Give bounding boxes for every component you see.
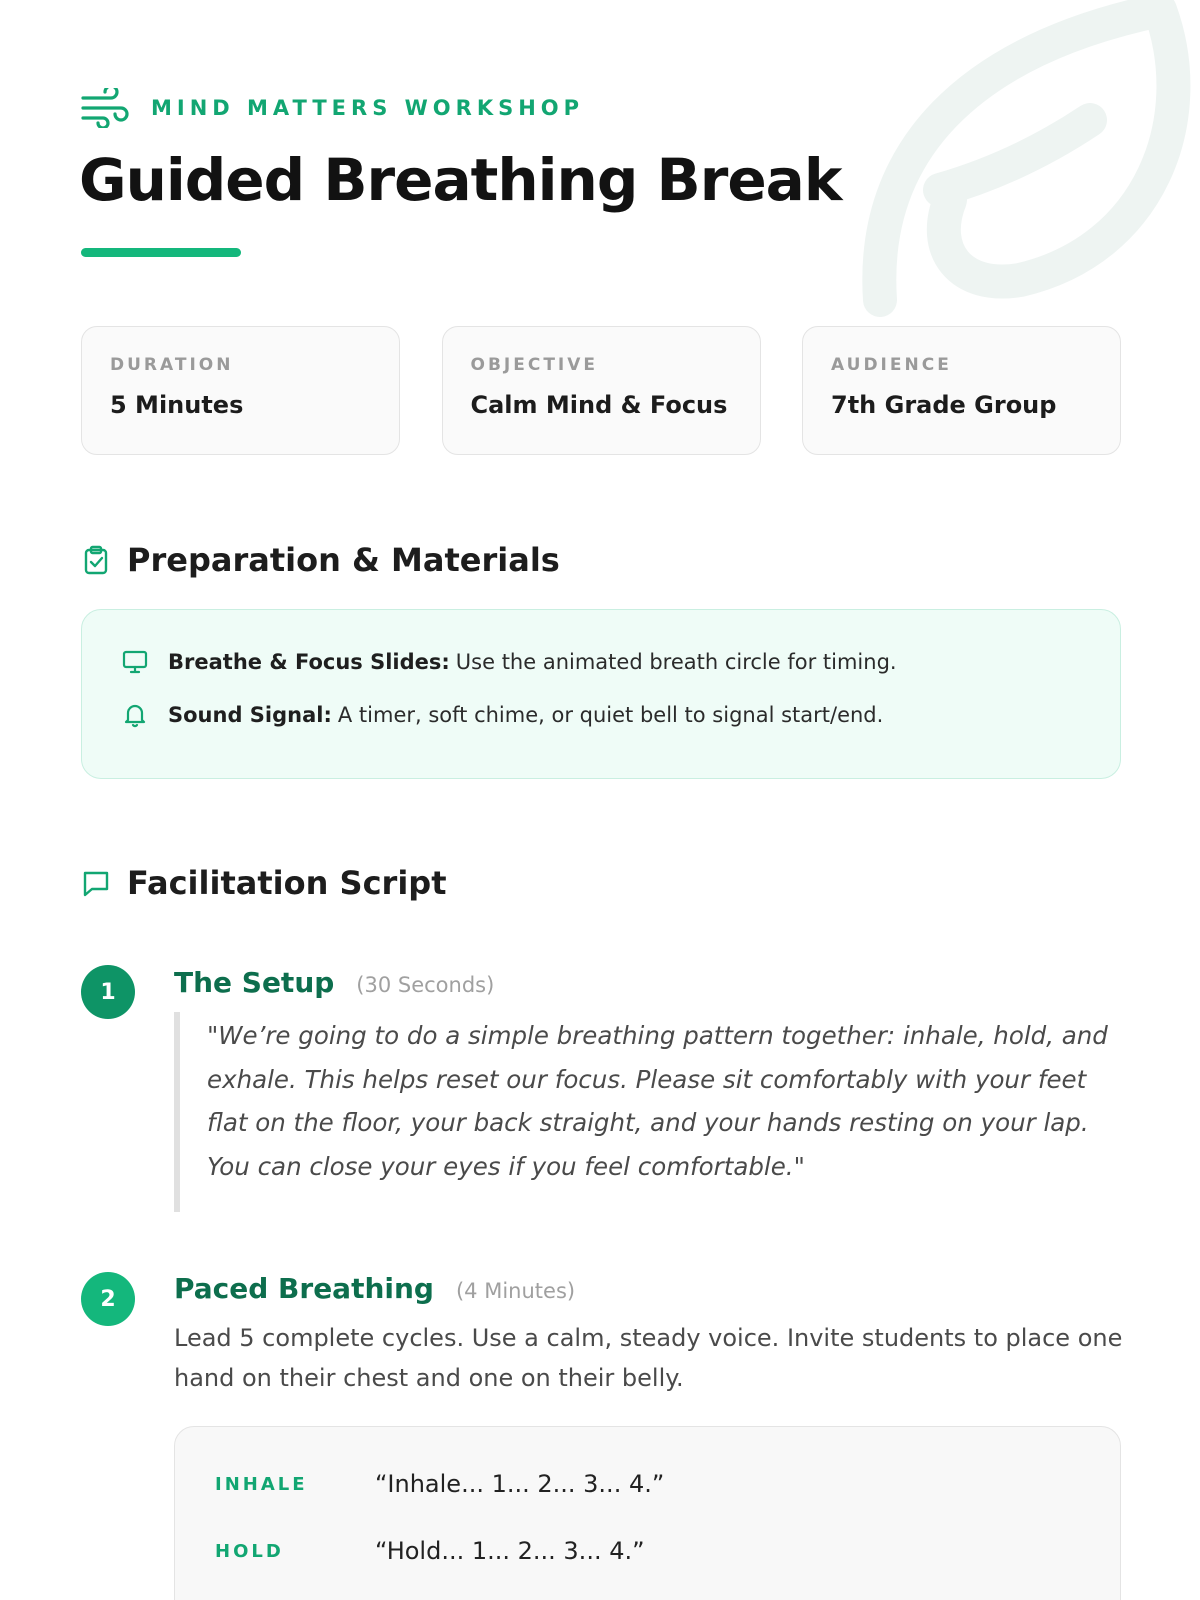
phase-label: INHALE	[215, 1473, 308, 1495]
phase-text: “Hold... 1... 2... 3... 4.”	[375, 1537, 645, 1565]
card-value: Calm Mind & Focus	[470, 391, 728, 419]
page-title: Guided Breathing Break	[79, 146, 842, 214]
step-title: Paced Breathing	[174, 1272, 434, 1305]
setup-quote	[174, 1012, 1124, 1212]
audience-card	[802, 326, 1121, 455]
leaf-watermark-icon	[830, 0, 1200, 330]
material-name: Sound Signal:	[168, 703, 332, 727]
monitor-icon	[122, 649, 148, 675]
info-cards	[81, 326, 1121, 455]
step-duration: (4 Minutes)	[455, 1279, 576, 1303]
section-title: Preparation & Materials	[127, 541, 560, 579]
material-description: A timer, soft chime, or quiet bell to signal start/end.	[337, 703, 884, 727]
phase-label: HOLD	[215, 1540, 284, 1562]
clipboard-check-icon	[81, 545, 111, 575]
card-label: OBJECTIVE	[470, 355, 599, 375]
section-title: Facilitation Script	[127, 864, 447, 902]
phase-row	[215, 1534, 1120, 1568]
chat-bubble-icon	[81, 868, 111, 898]
step-number-badge: 2	[81, 1272, 135, 1326]
breathing-phases-box	[174, 1426, 1121, 1600]
step-duration: (30 Seconds)	[356, 973, 495, 997]
card-value: 5 Minutes	[110, 391, 244, 419]
phase-row	[215, 1467, 1120, 1501]
step-description: Lead 5 complete cycles. Use a calm, steady voice. Invite students to place one hand on their chest and one on their belly.	[174, 1324, 1123, 1392]
workshop-name: MIND MATTERS WORKSHOP	[151, 96, 585, 120]
title-underline	[81, 248, 241, 257]
quote-text: "We’re going to do a simple breathing pattern together: inhale, hold, and exhale. This helps reset our focus. Please sit comfortably with your feet flat on the floor, your back straight, and your hands resting on your lap. You can close your eyes if you feel comfortable."	[207, 1021, 1108, 1181]
material-name: Breathe & Focus Slides:	[168, 650, 450, 674]
bell-icon	[122, 702, 148, 728]
step-heading	[174, 1272, 575, 1305]
script-heading	[81, 864, 446, 902]
material-item	[122, 703, 1120, 727]
objective-card	[442, 326, 761, 455]
wind-icon	[81, 88, 133, 128]
phase-text: “Inhale... 1... 2... 3... 4.”	[375, 1470, 665, 1498]
materials-box	[81, 609, 1121, 779]
material-description: Use the animated breath circle for timing.	[455, 650, 897, 674]
card-value: 7th Grade Group	[831, 391, 1057, 419]
step-title: The Setup	[174, 966, 335, 999]
duration-card	[81, 326, 400, 455]
card-label: DURATION	[110, 355, 234, 375]
brand-header	[81, 88, 584, 128]
material-item	[122, 650, 1120, 674]
step-heading	[174, 966, 494, 999]
preparation-heading	[81, 541, 560, 579]
step-number-badge: 1	[81, 965, 135, 1019]
card-label: AUDIENCE	[831, 355, 952, 375]
